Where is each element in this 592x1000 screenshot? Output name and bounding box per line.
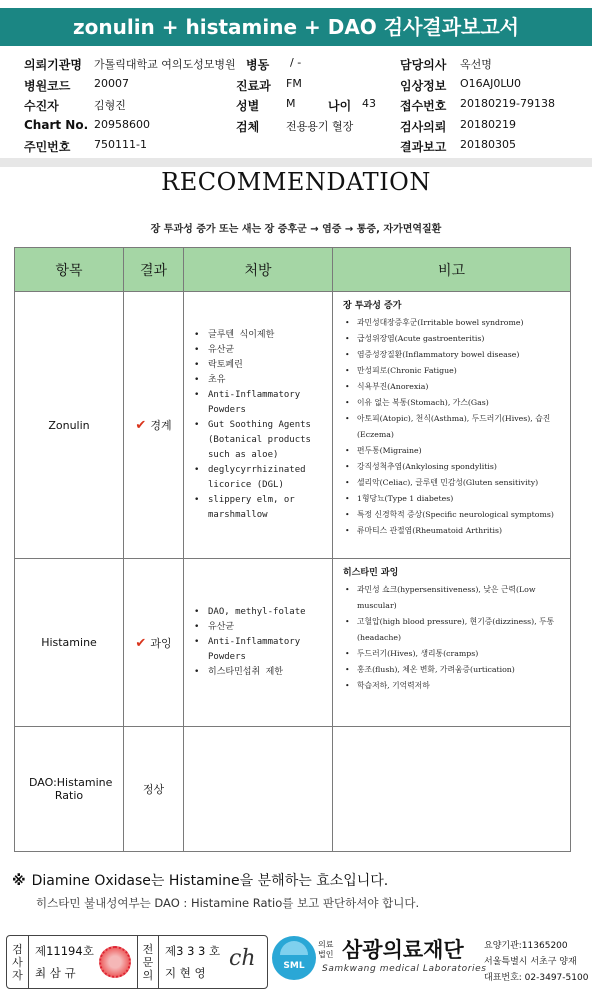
section-divider	[0, 158, 592, 167]
address: 서울특별시 서초구 양재	[484, 957, 577, 967]
specimen-value: 전용용기 혈장	[286, 119, 354, 133]
patient-label: 수진자	[24, 99, 59, 113]
hospital-code-label: 병원코드	[24, 78, 71, 93]
sex-value: M	[286, 97, 296, 110]
dept-label: 진료과	[236, 78, 271, 93]
institution-value: 가톨릭대학교 여의도성모병원	[94, 58, 236, 71]
request-value: 20180219	[460, 117, 516, 131]
result-value: 경계	[150, 419, 172, 432]
list-item: • 1형당뇨(Type 1 diabetes)	[343, 491, 566, 507]
list-item: • 염증성장질환(Inflammatory bowel disease)	[343, 347, 566, 363]
list-item: • 이유 없는 복통(Stomach), 가스(Gas)	[343, 395, 566, 411]
prescription-list	[194, 605, 328, 680]
list-item: • 고혈압(high blood pressure), 현기증(dizziness), 두통(headache)	[343, 614, 566, 646]
check-icon: ✔	[135, 635, 147, 651]
result-cell	[124, 727, 184, 852]
header-result: 결과	[124, 248, 184, 292]
sml-logo	[272, 936, 316, 980]
table-row-zonulin	[15, 292, 571, 559]
brand-english: Samkwang medical Laboratories	[322, 964, 487, 974]
list-item: • 히스타민섭취 제한	[194, 665, 328, 680]
result-value: 과잉	[150, 636, 172, 650]
item-cell: Zonulin	[15, 292, 124, 559]
receipt-label: 접수번호	[400, 99, 447, 113]
ward-label: 병동	[246, 58, 270, 72]
list-item: • 유산균	[194, 620, 328, 635]
list-item: • Anti-Inflammatory Powders	[194, 635, 328, 665]
list-item: • 학습저하, 기억력저하	[343, 678, 566, 694]
doctor-value: 옥선명	[460, 58, 492, 71]
list-item: • 류마티스 관절염(Rheumatoid Arthritis)	[343, 523, 566, 539]
age-label: 나이	[328, 99, 352, 113]
brand-type	[318, 940, 333, 960]
list-item: • 셀리악(Celiac), 글루텐 민감성(Gluten sensitivity)	[343, 475, 566, 491]
list-item: • 편두통(Migraine)	[343, 443, 566, 459]
remarks-cell	[333, 292, 571, 559]
list-item: • 두드러기(Hives), 생리통(cramps)	[343, 646, 566, 662]
logo-text: SML	[283, 961, 305, 971]
list-item: • DAO, methyl-folate	[194, 605, 328, 620]
note-symbol: ※	[12, 873, 26, 889]
doctor-label: 담당의사	[400, 58, 447, 72]
check-icon: ✔	[135, 418, 147, 433]
item-cell: DAO:Histamine Ratio	[15, 727, 124, 852]
prescription-cell	[184, 292, 333, 559]
prescription-cell	[184, 727, 333, 852]
list-item: • 급성위장염(Acute gastroenteritis)	[343, 331, 566, 347]
specialist-name: 지 현 영	[165, 966, 206, 980]
list-item: • 유산균	[194, 343, 328, 358]
list-item: • slippery elm, or marshmallow	[194, 493, 328, 523]
list-item: • Anti-Inflammatory Powders	[194, 388, 328, 418]
list-item: • deglycyrrhizinated licorice (DGL)	[194, 463, 328, 493]
remarks-list	[343, 315, 566, 539]
sex-label: 성별	[236, 99, 260, 113]
recommendation-title: RECOMMENDATION	[161, 168, 431, 196]
list-item: • Gut Soothing Agents (Botanical products such as aloe)	[194, 418, 328, 463]
remarks-heading: 히스타민 과잉	[343, 568, 399, 578]
table-row-ratio	[15, 727, 571, 852]
specimen-label: 검체	[236, 119, 260, 134]
header-remarks: 비고	[333, 248, 571, 292]
list-item: • 아토피(Atopic), 천식(Asthma), 두드러기(Hives), 습진(Eczema)	[343, 411, 566, 443]
seal-stamp	[99, 946, 131, 978]
examiner-label: 검사자	[7, 936, 29, 988]
clinical-label: 임상정보	[400, 78, 447, 93]
footnote-dao-text: Diamine Oxidase는 Histamine을 분해하는 효소입니다.	[31, 873, 389, 889]
list-item: • 강직성척추염(Ankylosing spondylitis)	[343, 459, 566, 475]
institution-label: 의뢰기관명	[24, 58, 82, 72]
header-item: 항목	[15, 248, 124, 292]
remarks-heading: 장 투과성 증가	[343, 301, 402, 311]
age-value: 43	[362, 97, 376, 110]
item-cell: Histamine	[15, 559, 124, 727]
report-label: 결과보고	[400, 140, 447, 154]
report-value: 20180305	[460, 138, 516, 151]
rrn-label: 주민번호	[24, 140, 71, 154]
table-header-row	[15, 248, 571, 292]
handwritten-signature: ch	[229, 946, 256, 971]
remarks-cell	[333, 559, 571, 727]
footnote-dao	[12, 870, 388, 890]
receipt-value: 20180219-79138	[460, 97, 555, 110]
list-item: • 만성피로(Chronic Fatigue)	[343, 363, 566, 379]
brand-type-line1: 의료	[318, 940, 334, 949]
examiner-name: 최 삼 규	[35, 966, 76, 980]
patient-value: 김형진	[94, 99, 126, 112]
examiner-license: 제11194호	[35, 944, 94, 958]
recommendation-table	[14, 247, 571, 852]
result-value: 정상	[142, 783, 165, 796]
ward-value: / -	[290, 56, 302, 69]
list-item: • 홍조(flush), 체온 변화, 가려움증(urtication)	[343, 662, 566, 678]
phone: 대표번호: 02-3497-5100	[484, 973, 589, 983]
report-title: zonulin + histamine + DAO 검사결과보고서	[0, 8, 592, 46]
chart-label: Chart No.	[24, 117, 89, 132]
footnote-ratio: 히스타민 불내성여부는 DAO : Histamine Ratio를 보고 판단하셔야 합니다.	[36, 896, 420, 910]
institution-code: 요양기관:11365200	[484, 941, 568, 951]
brand-type-line2: 법인	[318, 950, 334, 959]
specialist-label: 전문의	[137, 936, 159, 988]
patient-info	[24, 54, 584, 157]
dept-value: FM	[286, 76, 302, 90]
signature-box	[6, 935, 268, 989]
brand-name: 삼광의료재단	[342, 938, 464, 962]
result-cell	[124, 559, 184, 727]
specialist-license: 제3 3 3 호	[165, 944, 221, 958]
list-item: • 과민성대장증후군(Irritable bowel syndrome)	[343, 315, 566, 331]
contact-info	[484, 938, 588, 986]
list-item: • 글루텐 식이제한	[194, 328, 328, 343]
list-item: • 락토페린	[194, 358, 328, 373]
request-label: 검사의뢰	[400, 119, 447, 134]
chart-value: 20958600	[94, 117, 150, 131]
header-prescription: 처방	[184, 248, 333, 292]
clinical-value: O16AJ0LU0	[460, 76, 522, 90]
result-cell	[124, 292, 184, 559]
prescription-list	[194, 328, 328, 523]
list-item: • 초유	[194, 373, 328, 388]
list-item: • 식욕부진(Anorexia)	[343, 379, 566, 395]
hospital-code-value: 20007	[94, 76, 129, 90]
recommendation-subtitle: 장 투과성 증가 또는 새는 장 증후군 → 염증 → 통증, 자가면역질환	[150, 224, 442, 235]
remarks-cell	[333, 727, 571, 852]
remarks-list	[343, 582, 566, 694]
prescription-cell	[184, 559, 333, 727]
rrn-value: 750111-1	[94, 138, 147, 151]
list-item: • 과민성 쇼크(hypersensitiveness), 낮은 근력(Low muscular)	[343, 582, 566, 614]
list-item: • 특정 신경학적 증상(Specific neurological symptoms)	[343, 507, 566, 523]
table-row-histamine	[15, 559, 571, 727]
